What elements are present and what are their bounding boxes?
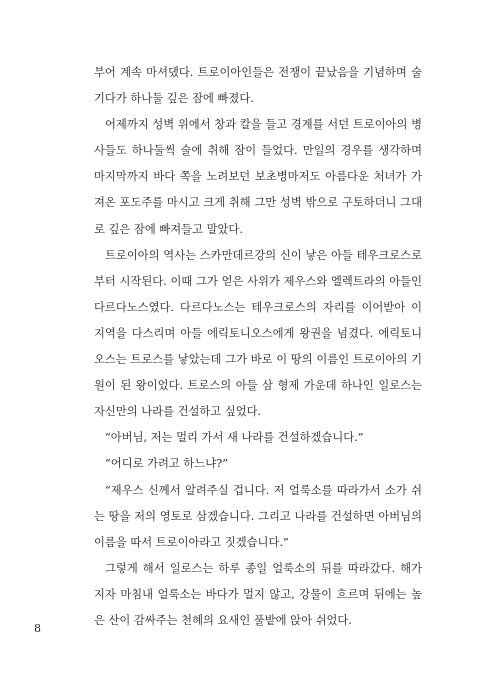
paragraph-3: 트로이아의 역사는 스카만데르강의 신이 낳은 아들 테우크로스로부터 시작된다. 이때 그가 얻은 사위가 제우스와 엘렉트라의 아들인 다르다노스였다. 다르다노스는 테우크로스의 자리를 이어받아 이 지역을 다스리며 아들 에릭토니오스에게 왕권을 넘겼다. 에릭토니오스는 트로스를 낳았는데 그가 바로 이 땅의 이름인 트로이아의 기원이 된 왕이었다. 트로스의 아들 삼 형제 가운데 하나인 일로스는 자신만의 나라를 건설하고 싶었다. — [94, 248, 422, 419]
dialogue-line-2: “어디로 가려고 하느냐?” — [105, 457, 229, 471]
page-number: 8 — [34, 622, 41, 635]
paragraph-1: 부어 계속 마셔댔다. 트로이아인들은 전쟁이 끝났음을 기념하며 술기다가 하나둘 깊은 잠에 빠졌다. — [94, 66, 422, 106]
body-text — [94, 60, 422, 634]
paragraph-final: 그렇게 해서 일로스는 하루 종일 얼룩소의 뒤를 따라갔다. 해가 지자 마침내 얼룩소는 바다가 멀지 않고, 강물이 흐르며 뒤에는 높은 산이 감싸주는 천혜의 요새인 풀밭에 앉아 쉬었다. — [94, 561, 422, 627]
dialogue-line-3: “제우스 신께서 알려주실 겁니다. 저 얼룩소를 따라가서 소가 쉬는 땅을 저의 영토로 삼겠습니다. 그리고 나라를 건설하면 아버님의 이름을 따서 트로이아라고 짓겠습니다.” — [94, 483, 422, 549]
dialogue-line-1: “아버님, 저는 멀리 가서 새 나라를 건설하겠습니다.” — [105, 431, 364, 445]
paragraph-2: 어제까지 성벽 위에서 창과 칼을 들고 경계를 서던 트로이아의 병사들도 하나둘씩 술에 취해 잠이 들었다. 만일의 경우를 생각하며 마지막까지 바다 쪽을 노려보던 보초병마저도 아름다운 처녀가 가져온 포도주를 마시고 크게 취해 그만 성벽 밖으로 구토하더니 그대로 깊은 잠에 빠져들고 말았다. — [94, 118, 422, 236]
